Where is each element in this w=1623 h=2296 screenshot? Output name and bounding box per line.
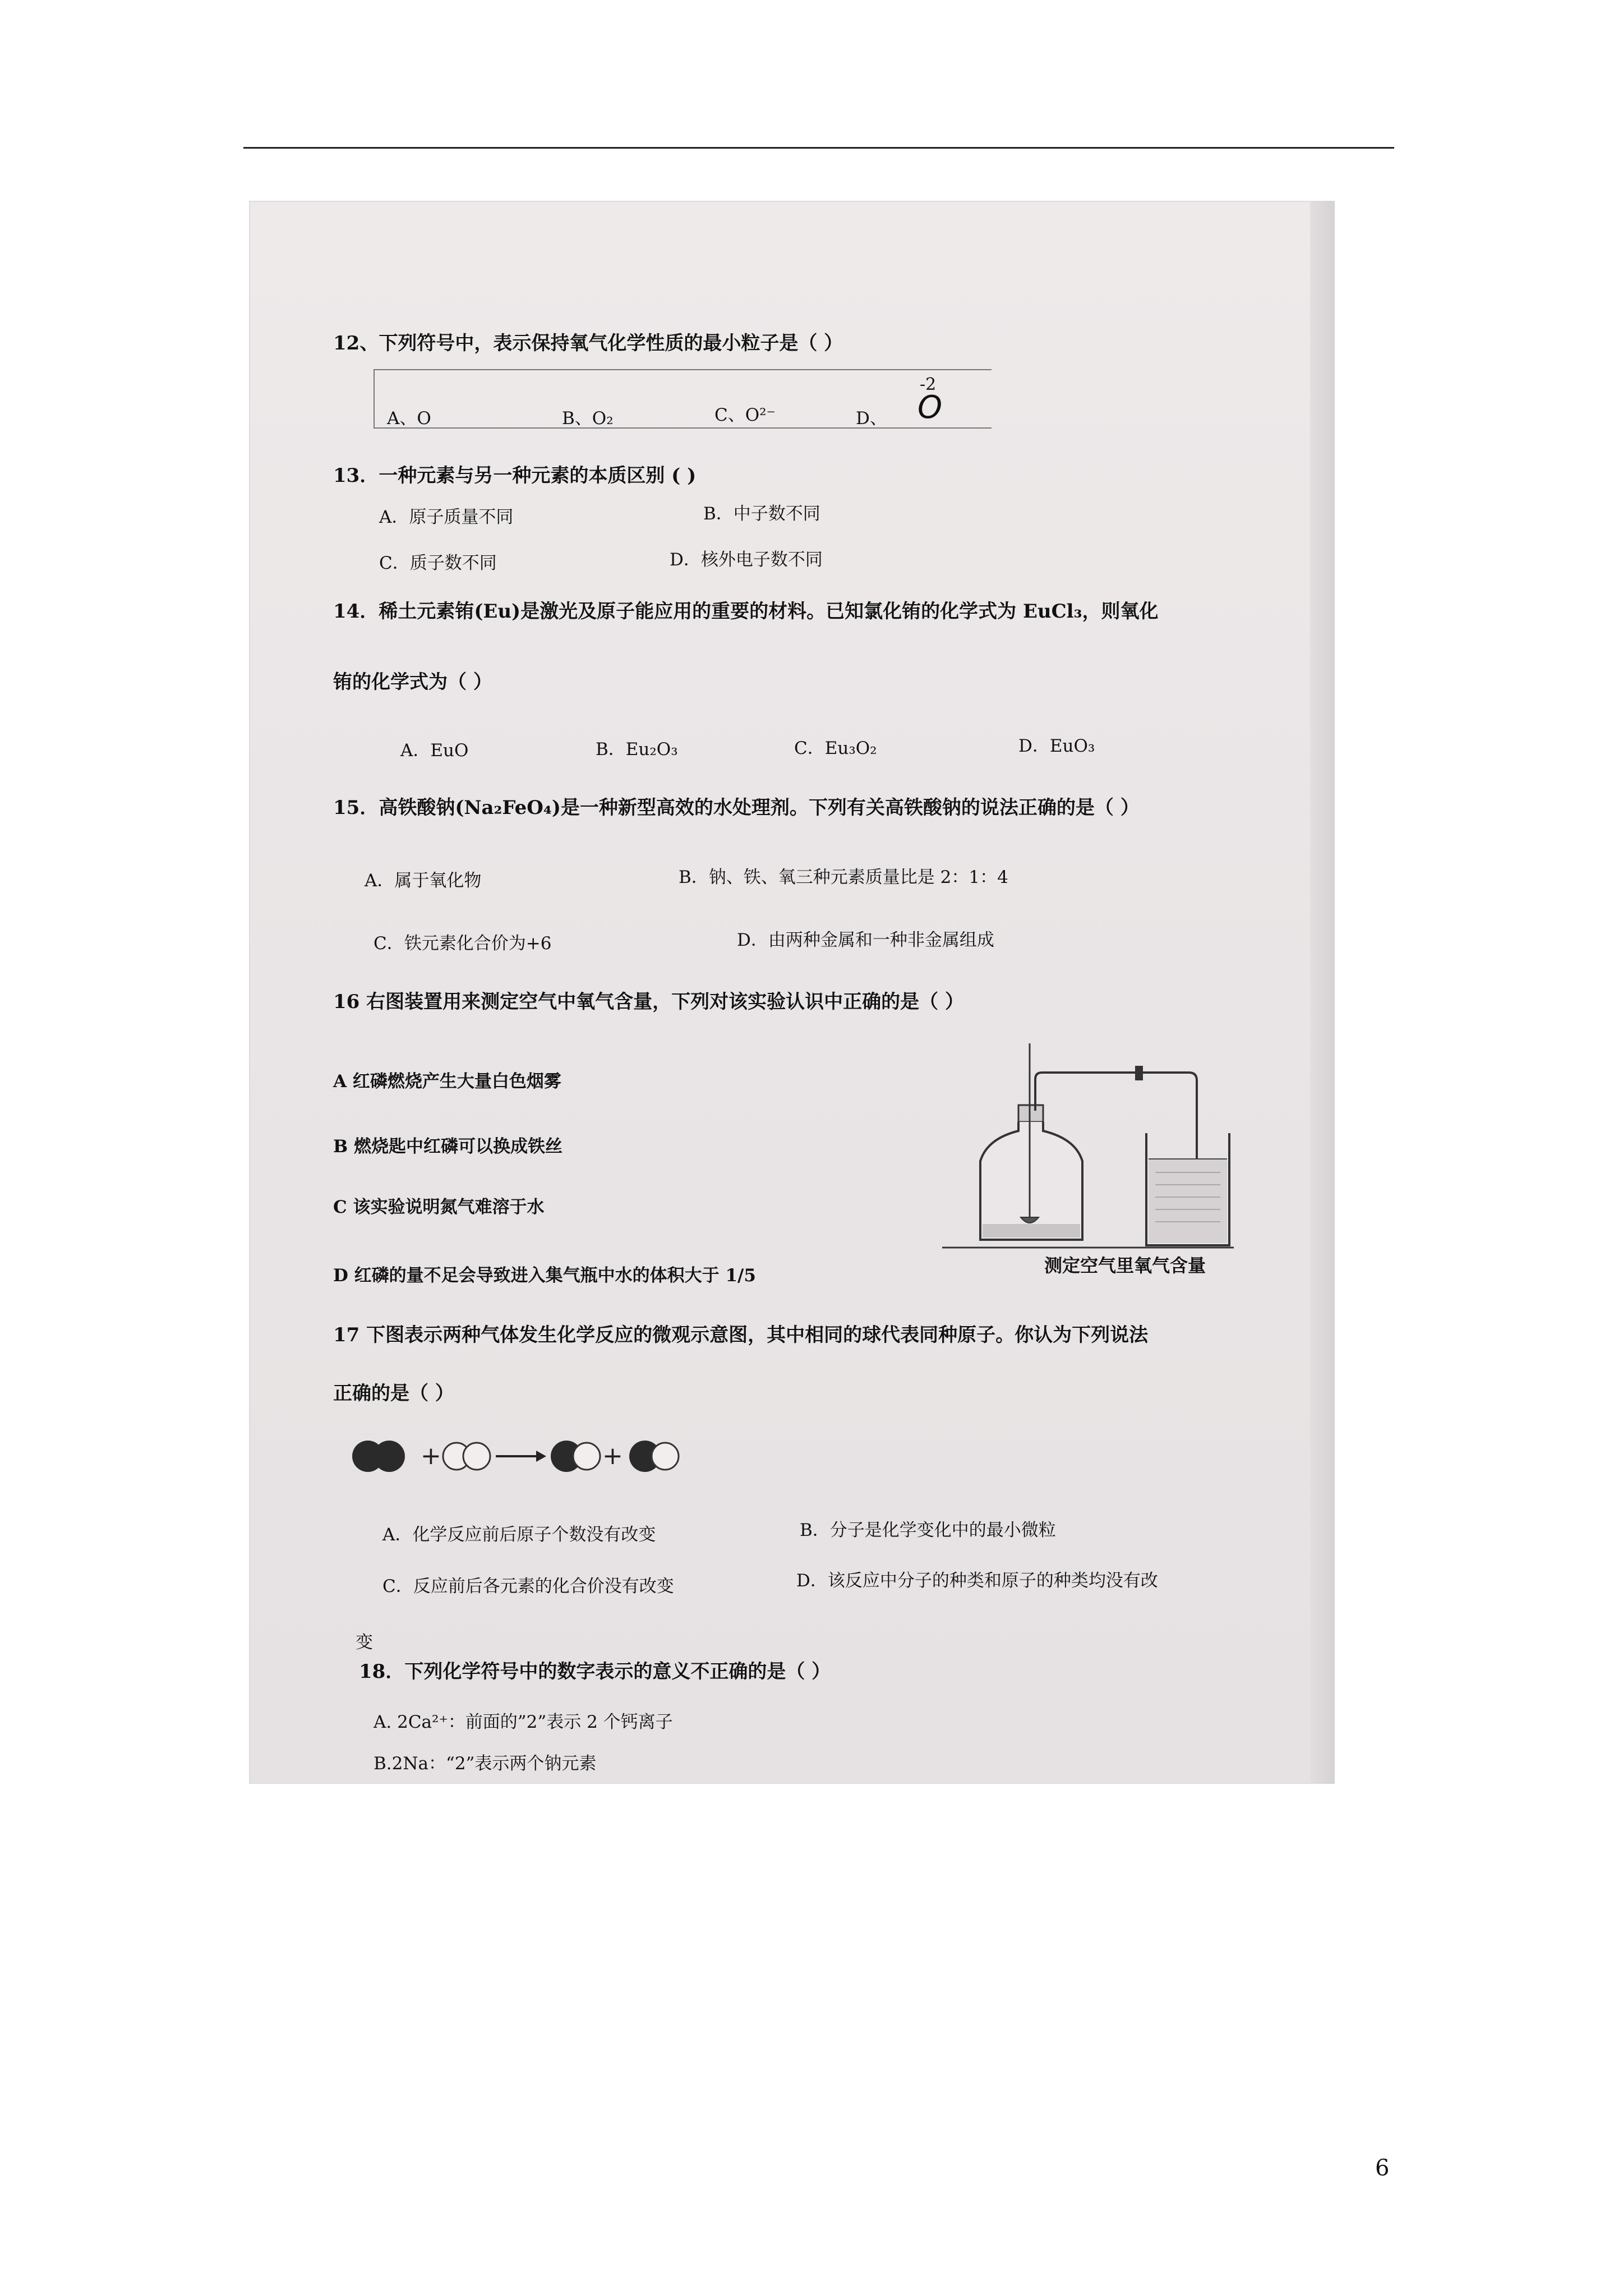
q15-option-c: C．铁元素化合价为+6 bbox=[374, 933, 552, 954]
page-number: 6 bbox=[1375, 2155, 1390, 2181]
q18-stem: 18．下列化学符号中的数字表示的意义不正确的是（ ） bbox=[359, 1660, 831, 1683]
q16-figure-caption: 测定空气里氧气含量 bbox=[1044, 1255, 1206, 1276]
q12-option-a: A、O bbox=[387, 408, 431, 429]
q15-option-d: D．由两种金属和一种非金属组成 bbox=[737, 930, 994, 950]
q12-option-d-symbol: O bbox=[917, 389, 943, 426]
q12-option-d-charge: -2 bbox=[920, 375, 937, 394]
q13-option-d: D．核外电子数不同 bbox=[670, 550, 823, 570]
q18-option-b: B.2Na：“2”表示两个钠元素 bbox=[374, 1754, 597, 1774]
q15-option-a: A．属于氧化物 bbox=[365, 871, 482, 891]
q16-stem: 16 右图装置用来测定空气中氧气含量，下列对该实验认识中正确的是（ ） bbox=[333, 991, 964, 1013]
svg-text:+: + bbox=[602, 1442, 623, 1470]
q13-option-a: A．原子质量不同 bbox=[379, 507, 514, 527]
q17-option-d-line2: 变 bbox=[356, 1632, 373, 1653]
q13-option-b: B．中子数不同 bbox=[703, 504, 820, 524]
q17-option-c: C．反应前后各元素的化合价没有改变 bbox=[382, 1576, 674, 1596]
q14-stem-line2: 铕的化学式为（ ） bbox=[333, 671, 492, 693]
q12-option-b: B、O₂ bbox=[562, 408, 614, 429]
q17-option-a: A．化学反应前后原子个数没有改变 bbox=[382, 1525, 656, 1545]
q12-option-d: D、 bbox=[856, 408, 887, 429]
q14-stem-line1: 14．稀土元素铕(Eu)是激光及原子能应用的重要的材料。已知氯化铕的化学式为 EuCl₃，则氧化 bbox=[333, 600, 1159, 623]
q16-option-b: B 燃烧匙中红磷可以换成铁丝 bbox=[333, 1137, 562, 1157]
svg-text:+: + bbox=[421, 1442, 441, 1470]
photo-edge-shadow bbox=[1310, 201, 1335, 1784]
q14-option-a: A．EuO bbox=[400, 740, 469, 761]
q17-stem-line1: 17 下图表示两种气体发生化学反应的微观示意图，其中相同的球代表同种原子。你认为下列说法 bbox=[333, 1324, 1149, 1346]
reaction-micro-diagram bbox=[351, 1434, 699, 1479]
q14-option-b: B．Eu₂O₃ bbox=[596, 739, 678, 760]
q17-option-b: B．分子是化学变化中的最小微粒 bbox=[800, 1520, 1056, 1540]
q13-option-c: C．质子数不同 bbox=[379, 553, 497, 573]
q16-option-d: D 红磷的量不足会导致进入集气瓶中水的体积大于 1/5 bbox=[333, 1266, 756, 1286]
q15-option-b: B．钠、铁、氧三种元素质量比是 2：1：4 bbox=[679, 867, 1008, 887]
q15-stem: 15．高铁酸钠(Na₂FeO₄)是一种新型高效的水处理剂。下列有关高铁酸钠的说法正确的是（ ） bbox=[333, 797, 1140, 819]
q12-option-c: C、O²⁻ bbox=[714, 405, 776, 425]
q16-option-c: C 该实验说明氮气难溶于水 bbox=[333, 1197, 545, 1217]
q18-option-a: A. 2Ca²⁺：前面的”2”表示 2 个钙离子 bbox=[374, 1712, 673, 1732]
q16-option-a: A 红磷燃烧产生大量白色烟雾 bbox=[333, 1071, 561, 1092]
oxygen-measurement-apparatus bbox=[920, 1032, 1234, 1257]
q17-stem-line2: 正确的是（ ） bbox=[333, 1382, 454, 1405]
q14-option-d: D．EuO₃ bbox=[1018, 736, 1095, 756]
q12-stem: 12、下列符号中，表示保持氧气化学性质的最小粒子是（ ） bbox=[333, 332, 843, 355]
q12-options-box bbox=[374, 369, 992, 429]
q13-stem: 13．一种元素与另一种元素的本质区别 ( ) bbox=[333, 464, 697, 487]
q14-option-c: C．Eu₃O₂ bbox=[794, 738, 877, 758]
q17-option-d-line1: D．该反应中分子的种类和原子的种类均没有改 bbox=[796, 1571, 1158, 1591]
header-rule bbox=[243, 147, 1394, 149]
